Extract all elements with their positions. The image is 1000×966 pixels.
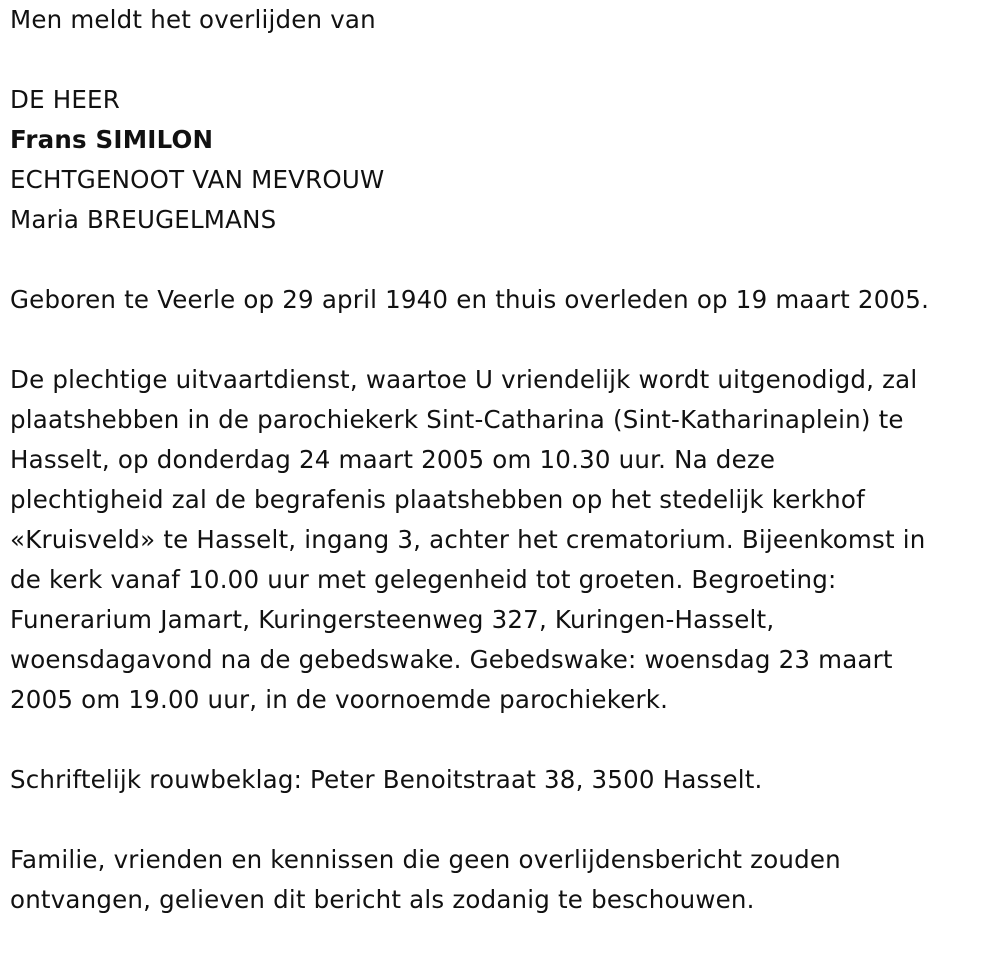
birth-death-text: Geboren te Veerle op 29 april 1940 en thuis overleden op 19 maart 2005. <box>10 285 930 314</box>
funeral-line: woensdagavond na de gebedswake. Gebedswake: woensdag 23 maart <box>10 645 893 674</box>
condolence-address: Schriftelijk rouwbeklag: Peter Benoitstraat 38, 3500 Hasselt. <box>10 765 763 794</box>
death-notice <box>10 0 995 920</box>
funeral-line: plechtigheid zal de begrafenis plaatshebben op het stedelijk kerkhof <box>10 485 865 514</box>
funeral-line: plaatshebben in de parochiekerk Sint-Catharina (Sint-Katharinaplein) te <box>10 405 904 434</box>
closing-paragraph <box>10 840 995 920</box>
spacer <box>10 240 995 280</box>
closing-line: Familie, vrienden en kennissen die geen overlijdensbericht zouden <box>10 845 841 874</box>
deceased-name: Frans SIMILON <box>10 125 214 154</box>
funeral-line: «Kruisveld» te Hasselt, ingang 3, achter het crematorium. Bijeenkomst in <box>10 525 926 554</box>
spacer <box>10 40 995 80</box>
spacer <box>10 800 995 840</box>
closing-line: ontvangen, gelieven dit bericht als zodanig te beschouwen. <box>10 885 755 914</box>
funeral-line: 2005 om 19.00 uur, in de voornoemde parochiekerk. <box>10 685 669 714</box>
funeral-line: De plechtige uitvaartdienst, waartoe U vriendelijk wordt uitgenodigd, zal <box>10 365 918 394</box>
spouse-name: Maria BREUGELMANS <box>10 205 277 234</box>
title-prefix: DE HEER <box>10 85 120 114</box>
funeral-line: Funerarium Jamart, Kuringersteenweg 327, Kuringen-Hasselt, <box>10 605 775 634</box>
funeral-paragraph <box>10 360 995 720</box>
spouse-label: ECHTGENOOT VAN MEVROUW <box>10 165 385 194</box>
intro-text: Men meldt het overlijden van <box>10 5 376 34</box>
funeral-line: Hasselt, op donderdag 24 maart 2005 om 10.30 uur. Na deze <box>10 445 776 474</box>
spacer <box>10 320 995 360</box>
funeral-line: de kerk vanaf 10.00 uur met gelegenheid tot groeten. Begroeting: <box>10 565 837 594</box>
spacer <box>10 720 995 760</box>
